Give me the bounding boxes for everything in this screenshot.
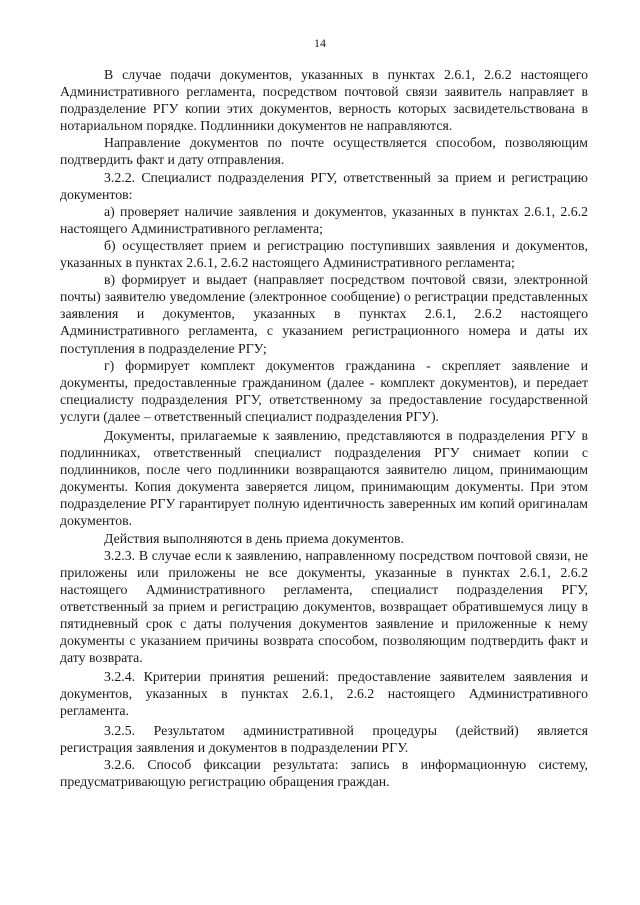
paragraph-3-2-2: 3.2.2. Специалист подразделения РГУ, ответственный за прием и регистрацию документов: — [60, 169, 588, 202]
paragraph-postal-method: Направление документов по почте осуществляется способом, позволяющим подтвердить факт и дату отправления. — [60, 135, 588, 168]
paragraph-3-2-2-g: г) формирует комплект документов гражданина - скрепляет заявление и документы, предоставленные гражданином (далее - комплект документов), и передает специалисту подразделения РГУ, ответственному за предоставление государственной услуги (далее – ответственный специалист подразделения РГУ). — [60, 357, 588, 424]
paragraph-3-2-2-a: а) проверяет наличие заявления и документов, указанных в пунктах 2.6.1, 2.6.2 настоящего Административного регламента; — [60, 203, 588, 236]
paragraph-3-2-5: 3.2.5. Результатом административной процедуры (действий) является регистрация заявления и документов в подразделении РГУ. — [60, 722, 588, 755]
paragraph-documents-originals: Документы, прилагаемые к заявлению, представляются в подразделения РГУ в подлинниках, ответственный специалист подразделения РГУ снимает копии с подлинников, после чего подлинники возвращаются заявителю лицом, принимающим документы. Копия документа заверяется лицом, принимающим документы. При этом подразделение РГУ гарантирует полную идентичность заверенных им копий оригиналам документов. — [60, 427, 588, 529]
paragraph-3-2-3: 3.2.3. В случае если к заявлению, направленному посредством почтовой связи, не приложены или приложены не все документы, указанные в пунктах 2.6.1, 2.6.2 настоящего Административного регламента, специалист подразделения РГУ, ответственный за прием и регистрацию документов, возвращает обратившемуся лицу в пятидневный срок с даты получения документов заявление и приложенные к нему документы с указанием причины возврата способом, позволяющим подтвердить факт и дату возврата. — [60, 547, 588, 666]
paragraph-3-2-6: 3.2.6. Способ фиксации результата: запись в информационную систему, предусматривающую регистрацию обращения граждан. — [60, 756, 588, 789]
paragraph-3-2-2-v: в) формирует и выдает (направляет посредством почтовой связи, электронной почты) заявителю уведомление (электронное сообщение) о регистрации представленных заявления и документов, указанных в пунктах 2.6.1, 2.6.2 настоящего Административного регламента, с указанием регистрационного номера и даты их поступления в подразделение РГУ; — [60, 272, 588, 356]
paragraph-same-day: Действия выполняются в день приема документов. — [104, 530, 404, 546]
paragraph-3-2-2-b: б) осуществляет прием и регистрацию поступивших заявления и документов, указанных в пунктах 2.6.1, 2.6.2 настоящего Административного регламента; — [60, 237, 588, 271]
document-body — [60, 66, 588, 790]
paragraph-postal-submission: В случае подачи документов, указанных в пунктах 2.6.1, 2.6.2 настоящего Административного регламента, посредством почтовой связи заявитель направляет в подразделение РГУ копии этих документов, верность которых засвидетельствована в нотариальном порядке. Подлинники документов не направляются. — [60, 67, 588, 134]
paragraph-3-2-4: 3.2.4. Критерии принятия решений: предоставление заявителем заявления и документов, указанных в пунктах 2.6.1, 2.6.2 настоящего Административного регламента. — [60, 669, 588, 719]
page-number: 14 — [314, 36, 326, 50]
